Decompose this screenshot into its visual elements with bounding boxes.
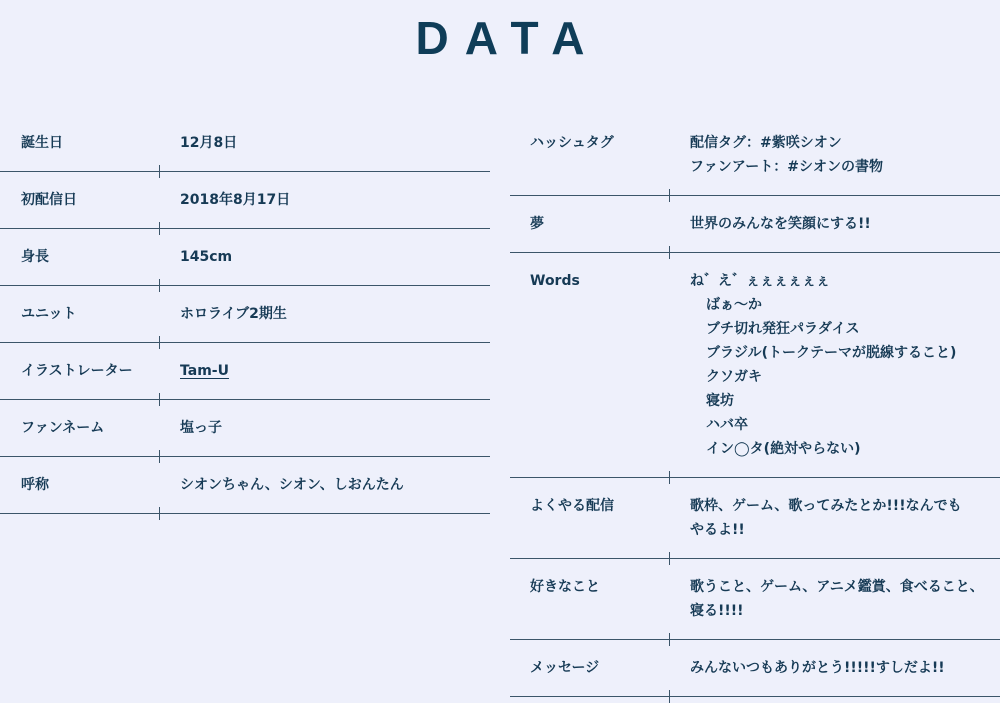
row-message xyxy=(510,640,1000,697)
row-frequent-streams xyxy=(510,478,1000,559)
unit-value: ホロライブ2期生 xyxy=(180,306,287,322)
unit-label: ユニット xyxy=(21,306,77,322)
words-item: イン◯タ(絶対やらない) xyxy=(706,441,861,457)
row-fan-name xyxy=(0,400,490,457)
frequent-streams-line: やるよ!! xyxy=(690,522,745,538)
likes-line: 歌うこと、ゲーム、アニメ鑑賞、食べること、 xyxy=(690,579,984,595)
illustrator-link[interactable]: Tam-U xyxy=(180,363,229,379)
words-item: ね゛え゛ぇぇぇぇぇぇ xyxy=(690,273,830,289)
words-value xyxy=(690,269,1000,477)
message-label: メッセージ xyxy=(530,660,600,676)
frequent-streams-label: よくやる配信 xyxy=(530,498,614,514)
words-item: クソガキ xyxy=(706,369,762,385)
words-item: 寝坊 xyxy=(706,393,734,409)
likes-value xyxy=(690,575,1000,639)
illustrator-label: イラストレーター xyxy=(21,363,133,379)
row-height xyxy=(0,229,490,286)
nicknames-label: 呼称 xyxy=(21,477,49,493)
height-value: 145cm xyxy=(180,249,233,265)
row-hashtag xyxy=(510,115,1000,196)
row-dream xyxy=(510,196,1000,253)
words-label: Words xyxy=(530,273,580,289)
frequent-streams-line: 歌枠、ゲーム、歌ってみたとか!!!なんでも xyxy=(690,498,962,514)
frequent-streams-value xyxy=(690,494,1000,558)
row-debut-date xyxy=(0,172,490,229)
dream-value: 世界のみんなを笑顔にする!! xyxy=(690,216,871,232)
likes-label: 好きなこと xyxy=(530,579,600,595)
hashtag-stream-tag: 配信タグ：#紫咲シオン xyxy=(690,135,842,151)
debut-date-label: 初配信日 xyxy=(21,192,77,208)
row-nicknames xyxy=(0,457,490,514)
hashtag-label: ハッシュタグ xyxy=(530,135,614,151)
illustrator-value xyxy=(180,359,490,399)
dream-label: 夢 xyxy=(530,216,544,232)
hashtag-value xyxy=(690,131,1000,195)
words-item: ハバ卒 xyxy=(706,417,748,433)
profile-table-right xyxy=(510,115,1000,697)
row-words xyxy=(510,253,1000,478)
hashtag-fanart-tag: ファンアート：#シオンの書物 xyxy=(690,159,884,175)
row-birthday xyxy=(0,115,490,172)
row-illustrator xyxy=(0,343,490,400)
page-title: DATA xyxy=(415,12,601,64)
fan-name-label: ファンネーム xyxy=(21,420,105,436)
message-value: みんないつもありがとう!!!!!すしだよ!! xyxy=(690,660,945,676)
words-item: ばぁ〜か xyxy=(706,297,762,313)
debut-date-value: 2018年8月17日 xyxy=(180,192,291,208)
words-item: ブラジル(トークテーマが脱線すること) xyxy=(706,345,957,361)
nicknames-value: シオンちゃん、シオン、しおんたん xyxy=(180,477,404,493)
likes-line: 寝る!!!! xyxy=(690,603,744,619)
birthday-value: 12月8日 xyxy=(180,135,238,151)
profile-table-left xyxy=(0,115,490,514)
row-likes xyxy=(510,559,1000,640)
row-unit xyxy=(0,286,490,343)
words-item: ブチ切れ発狂パラダイス xyxy=(706,321,860,337)
fan-name-value: 塩っ子 xyxy=(180,420,222,436)
height-label: 身長 xyxy=(21,249,49,265)
birthday-label: 誕生日 xyxy=(21,135,63,151)
